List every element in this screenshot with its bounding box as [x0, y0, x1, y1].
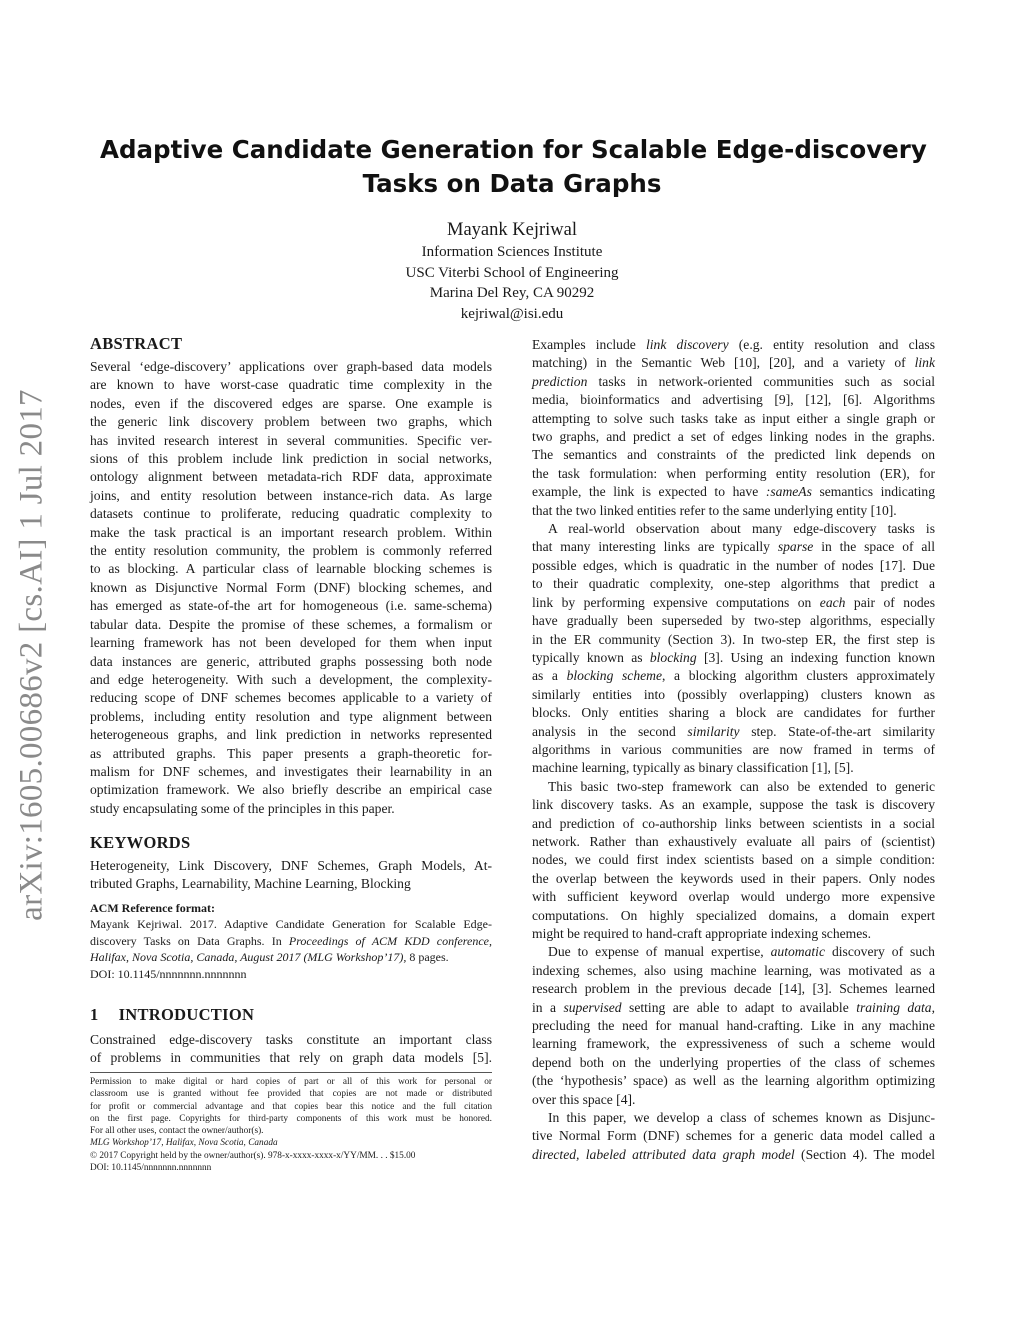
- abstract-line: problems, including entity resolution and type alignment between: [90, 708, 492, 724]
- body-line: This basic two-step framework can also be extended to generic: [548, 778, 935, 794]
- body-line: to their quadratic complexity, one-step algorithms that predict a: [532, 576, 935, 592]
- abstract-line: joins, and entity resolution between instance-rich data. As large: [90, 487, 492, 503]
- body-line: link discovery tasks. As an example, suppose the task is discovery: [532, 797, 935, 813]
- author-name: Mayank Kejriwal: [447, 220, 577, 240]
- paper-title: [100, 133, 927, 201]
- abstract-line: heterogeneous graphs, and link prediction in networks represented: [90, 727, 492, 743]
- acm-text: discovery Tasks on Data Graphs. In: [90, 933, 289, 948]
- body-line: tive Normal Form (DNF) schemes for a generic data model called a: [532, 1128, 935, 1144]
- body-line: research problem in the previous decade [14], [3]. Schemes learned: [532, 981, 935, 997]
- section-number: 1: [90, 1005, 99, 1024]
- body-line: depend both on the underlying properties of the class of schemes: [532, 1054, 935, 1070]
- paragraph: [532, 778, 935, 944]
- body-line: that the two linked entities refer to the same underlying entity [10].: [532, 502, 897, 518]
- paragraph: [532, 943, 935, 1109]
- copyright-line: © 2017 Copyright held by the owner/author(s). 978-x-xxxx-xxxx-x/YY/MM. . . $15.00: [90, 1150, 416, 1161]
- body-line: over this space [4].: [532, 1091, 636, 1107]
- permission-line: Permission to make digital or hard copies of part or all of this work for personal or: [90, 1077, 492, 1087]
- body-line: similarly entities into (possibly overlapping) clusters known as: [532, 686, 935, 702]
- abstract-body: [90, 358, 492, 818]
- body-line: precluding the need for manual hand-crafting. Like in any machine: [532, 1018, 935, 1034]
- body-line: machine learning, typically as binary classification [1], [5].: [532, 760, 854, 776]
- abstract-line: datasets continue to proliferate, reducing quadratic complexity to: [90, 506, 492, 522]
- section-title: INTRODUCTION: [118, 1005, 255, 1024]
- right-column: [532, 336, 935, 1164]
- abstract-heading: ABSTRACT: [90, 334, 183, 353]
- permission-line: For all other uses, contact the owner/author(s).: [90, 1126, 264, 1137]
- permission-line: for profit or commercial advantage and that copies bear this notice and the full citation: [90, 1101, 492, 1112]
- keywords-body: [90, 857, 492, 894]
- body-line: and prediction of co-authorship links between scientists in a social: [532, 815, 935, 831]
- title-line: Adaptive Candidate Generation for Scalable Edge-discovery: [100, 135, 927, 164]
- body-line: analysis in the second similarity step. State-of-the-art similarity: [532, 723, 935, 739]
- acm-line: [90, 933, 492, 950]
- body-line: Due to expense of manual expertise, automatic discovery of such: [548, 944, 935, 960]
- body-line: indexing schemes, also using machine learning, was motivated as a: [532, 962, 935, 978]
- footnote-doi: DOI: 10.1145/nnnnnnn.nnnnnnn: [90, 1163, 212, 1174]
- author-affiliation: Information Sciences Institute: [421, 244, 603, 260]
- body-line: example, the link is expected to have :sameAs semantics indicating: [532, 484, 936, 500]
- abstract-line: ontology alignment between metadata-rich RDF data, approximate: [90, 469, 492, 485]
- acm-pages: 8 pages.: [406, 950, 449, 964]
- body-line: in the ER community (Section 3). In two-step ER, the first step is: [532, 631, 935, 647]
- footnote-rule: [90, 1072, 492, 1073]
- body-line: link by performing expensive computations on each pair of nodes: [532, 594, 935, 610]
- acm-reference-heading: ACM Reference format:: [90, 901, 216, 915]
- abstract-line: to as blocking. A particular class of learnable blocking schemes is: [90, 561, 492, 577]
- abstract-line: has invited research interest in several communities. Specific ver-: [90, 432, 492, 448]
- body-line: network. Rather than exhaustively evaluate all pairs of (scientist): [532, 833, 935, 849]
- body-line: might be required to hand-craft appropriate indexing schemes.: [532, 926, 871, 941]
- arxiv-sidebar-label: [10, 382, 54, 928]
- venue-line: [90, 1137, 492, 1149]
- abstract-line: and edge heterogeneity. With such a development, the complexity-: [90, 671, 492, 687]
- copyright-footnote: [90, 1076, 492, 1174]
- body-line: algorithms in various communities are now framed in terms of: [532, 741, 935, 757]
- body-line: that many interesting links are typically sparse in the space of all: [532, 539, 935, 555]
- keywords-line: Heterogeneity, Link Discovery, DNF Schemes, Graph Models, At-: [90, 858, 492, 873]
- body-line: the task formulation: when performing entity resolution (ER), for: [532, 465, 935, 481]
- body-line: in a supervised setting are able to adapt to available training data,: [532, 999, 935, 1015]
- body-line: have gradually been superseded by two-step algorithms, especially: [532, 613, 935, 629]
- abstract-line: learning framework has not been developed for them when input: [90, 635, 492, 651]
- body-line: prediction tasks in network-oriented communities such as social: [532, 373, 935, 389]
- acm-doi: DOI: 10.1145/nnnnnnn.nnnnnnn: [90, 966, 247, 981]
- body-line: typically known as blocking [3]. Using an indexing function known: [532, 649, 935, 665]
- paragraph: [532, 1109, 935, 1164]
- abstract-line: tabular data. Despite the promise of these schemes, a formalism or: [90, 616, 492, 632]
- abstract-line: the entity resolution community, the problem is commonly referred: [90, 543, 492, 559]
- acm-reference-body: [90, 916, 492, 982]
- keywords-line: tributed Graphs, Learnability, Machine Learning, Blocking: [90, 876, 411, 892]
- abstract-line: study encapsulating some of the principles in this paper.: [90, 800, 395, 816]
- venue-text: MLG Workshop’17, Halifax, Nova Scotia, Canada: [90, 1138, 278, 1149]
- acm-line: Mayank Kejriwal. 2017. Adaptive Candidate Generation for Scalable Edge-: [90, 917, 492, 931]
- body-line: media, bioinformatics and advertising [9], [12], [6]. Algorithms: [532, 392, 935, 408]
- body-line: (the ‘hypothesis’ space) as well as the learning algorithm optimizing: [532, 1073, 935, 1089]
- body-line: computations. On highly specialized domains, a domain expert: [532, 907, 935, 923]
- author-affiliation: Marina Del Rey, CA 90292: [429, 285, 595, 301]
- body-line: as a blocking scheme, a blocking algorithm clusters approximately: [532, 668, 935, 684]
- body-line: Examples include link discovery (e.g. entity resolution and class: [532, 337, 935, 352]
- abstract-line: reducing scope of DNF schemes becomes applicable to a variety of: [90, 690, 492, 706]
- intro-line: of problems in communities that rely on graph data models [5].: [90, 1050, 492, 1066]
- abstract-line: the generic link discovery problem between two graphs, which: [90, 414, 492, 430]
- body-line: matching) in the Semantic Web [10], [20], and a variety of link: [532, 355, 935, 371]
- body-line: learning framework, the expressiveness of such a scheme would: [532, 1036, 935, 1052]
- body-line: directed, labeled attributed data graph model (Section 4). The model: [532, 1146, 936, 1162]
- arxiv-identifier: arXiv:1605.00686v2 [cs.AI] 1 Jul 2017: [13, 389, 50, 921]
- abstract-line: nodes, even if the discovered edges are sparse. One example is: [90, 395, 492, 411]
- acm-proceedings: Proceedings of ACM KDD conference,: [288, 933, 493, 948]
- body-line: possible edges, which is quadratic in the number of nodes [17]. Due: [532, 557, 935, 573]
- body-line: the overlap between the keywords used in their papers. Only nodes: [532, 870, 935, 886]
- paragraph: [532, 520, 935, 778]
- author-email: kejriwal@isi.edu: [460, 305, 564, 322]
- permission-line: on the first page. Copyrights for third-party components of this work must be honored.: [90, 1113, 492, 1124]
- acm-line: [90, 949, 492, 966]
- title-line: Tasks on Data Graphs: [362, 169, 662, 198]
- body-line: with sufficient keyword overlap would undergo more expensive: [532, 889, 935, 905]
- permission-line: classroom use is granted without fee provided that copies are not made or distributed: [90, 1089, 492, 1100]
- abstract-line: sions of this problem include link prediction in social networks,: [90, 451, 492, 467]
- abstract-line: make the task practical is an important research problem. Within: [90, 524, 492, 540]
- body-line: The semantics and constraints of the predicted link depends on: [532, 447, 935, 463]
- abstract-line: known as Disjunctive Normal Form (DNF) blocking schemes, and: [90, 579, 492, 595]
- intro-line: Constrained edge-discovery tasks constitute an important class: [90, 1032, 492, 1047]
- abstract-line: are known to have worst-case quadratic time complexity in the: [90, 377, 492, 393]
- body-line: attempting to solve such tasks take as input either a single graph or: [532, 410, 935, 426]
- permission-notice: [90, 1076, 492, 1137]
- abstract-line: has emerged as state-of-the art for homogeneous (i.e. same-schema): [90, 598, 492, 614]
- introduction-heading: [90, 1004, 254, 1026]
- abstract-line: malism for DNF schemes, and investigates their learnability in an: [90, 763, 492, 779]
- body-line: blocks. Only entities sharing a block are candidates for further: [532, 705, 935, 721]
- abstract-line: Several ‘edge-discovery’ applications over graph-based data models: [90, 359, 492, 374]
- abstract-line: data instances are generic, attributed graphs possessing both node: [90, 653, 492, 669]
- abstract-line: optimization framework. We also briefly describe an empirical case: [90, 782, 492, 798]
- abstract-line: as attributed graphs. This paper presents a graph-theoretic for-: [90, 745, 492, 761]
- introduction-body: [90, 1031, 492, 1068]
- body-line: two graphs, and predict a set of edges linking nodes in the graphs.: [532, 429, 935, 445]
- keywords-heading: KEYWORDS: [90, 833, 191, 852]
- acm-venue: Halifax, Nova Scotia, Canada, August 2017 (MLG Workshop’17),: [90, 950, 407, 964]
- author-block: [262, 219, 762, 324]
- body-line: In this paper, we develop a class of schemes known as Disjunc-: [548, 1110, 935, 1126]
- body-line: nodes, we could first index scientists based on a simple condition:: [532, 852, 935, 868]
- author-affiliation: USC Viterbi School of Engineering: [405, 264, 619, 281]
- body-line: A real-world observation about many edge-discovery tasks is: [548, 521, 935, 537]
- paragraph: [532, 336, 935, 520]
